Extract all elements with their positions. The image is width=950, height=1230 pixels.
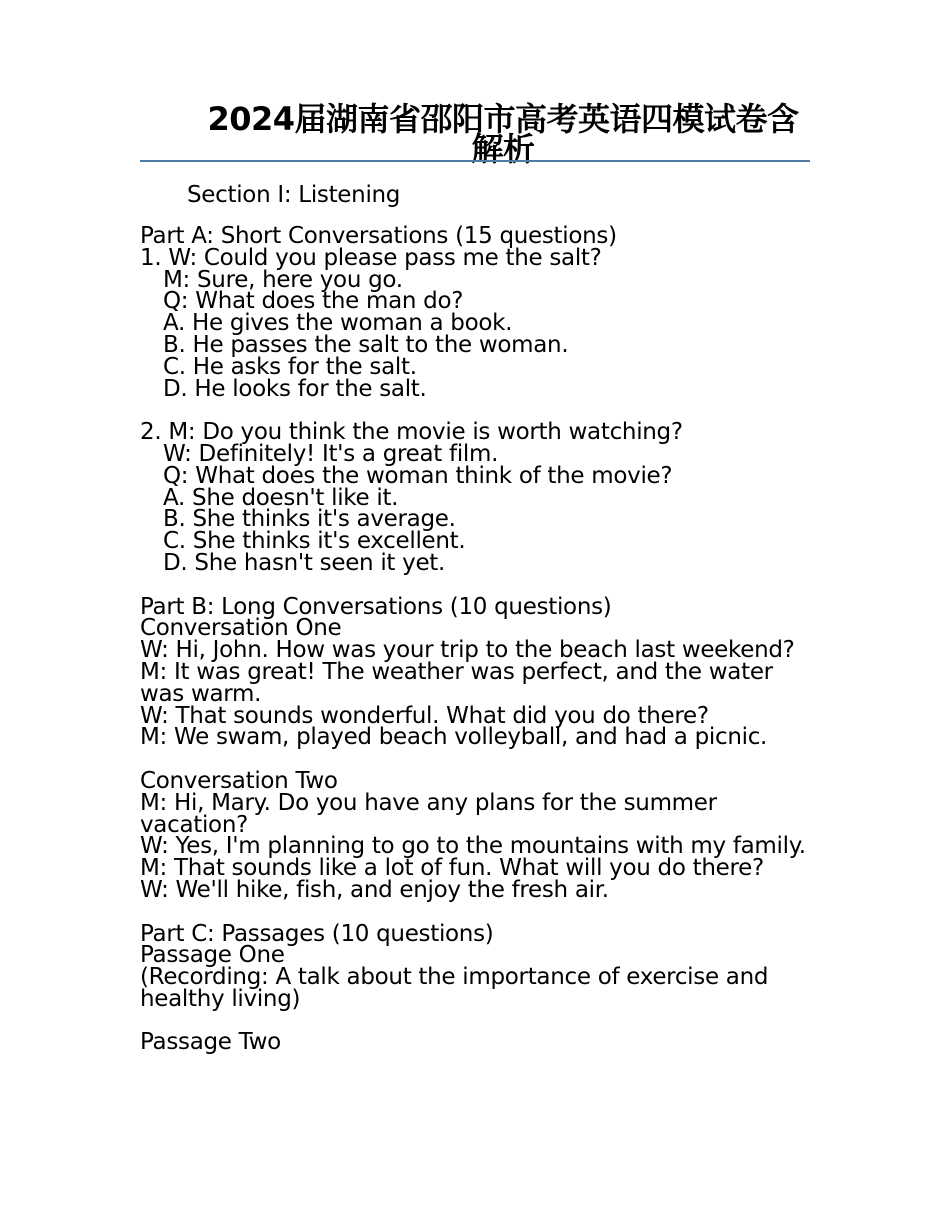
- q2-option-b: B. She thinks it's average.: [163, 506, 456, 533]
- q2-line1: 2. M: Do you think the movie is worth watching?: [140, 419, 683, 446]
- part-c-heading: Part C: Passages (10 questions): [140, 920, 494, 947]
- conversation-one-line: M: We swam, played beach volleyball, and had a picnic.: [140, 724, 768, 751]
- q2-option-c: C. She thinks it's excellent.: [163, 528, 466, 555]
- section-heading: Section I: Listening: [187, 182, 401, 208]
- conversation-one-line: W: Hi, John. How was your trip to the beach last weekend?: [140, 637, 795, 664]
- q1-line1: 1. W: Could you please pass me the salt?: [140, 244, 602, 271]
- conversation-two-line: W: Yes, I'm planning to go to the mountains with my family.: [140, 833, 806, 860]
- title-underline: [140, 160, 810, 162]
- q2-question: Q: What does the woman think of the movie?: [163, 462, 673, 489]
- passage-one-description: (Recording: A talk about the importance of exercise and healthy living): [140, 964, 769, 1012]
- q2-line2: W: Definitely! It's a great film.: [163, 440, 499, 467]
- q1-option-c: C. He asks for the salt.: [163, 353, 417, 380]
- document-title: 2024届湖南省邵阳市高考英语四模试卷含解析: [207, 100, 799, 168]
- title-block: [140, 100, 810, 168]
- part-b-heading: Part B: Long Conversations (10 questions): [140, 593, 612, 620]
- conversation-two-line: W: We'll hike, fish, and enjoy the fresh air.: [140, 876, 609, 903]
- q1-option-a: A. He gives the woman a book.: [163, 310, 513, 337]
- conversation-one-line: W: That sounds wonderful. What did you do there?: [140, 702, 709, 729]
- conversation-one-line: M: It was great! The weather was perfect, and the water was warm.: [140, 658, 773, 707]
- conversation-two-title: Conversation Two: [140, 767, 338, 794]
- q1-line2: M: Sure, here you go.: [163, 266, 403, 293]
- conversation-two-line: M: That sounds like a lot of fun. What will you do there?: [140, 855, 764, 882]
- passage-one-title: Passage One: [140, 942, 285, 969]
- part-a-heading: Part A: Short Conversations (15 questions): [140, 223, 617, 249]
- q2-option-d: D. She hasn't seen it yet.: [163, 549, 446, 576]
- q1-option-b: B. He passes the salt to the woman.: [163, 331, 569, 358]
- q1-question: Q: What does the man do?: [163, 288, 464, 315]
- document-body: [140, 180, 820, 1054]
- conversation-two-line: M: Hi, Mary. Do you have any plans for the summer vacation?: [140, 789, 717, 838]
- passage-two-title: Passage Two: [140, 1029, 281, 1056]
- q2-option-a: A. She doesn't like it.: [163, 484, 399, 511]
- q1-option-d: D. He looks for the salt.: [163, 375, 427, 402]
- conversation-one-title: Conversation One: [140, 615, 342, 642]
